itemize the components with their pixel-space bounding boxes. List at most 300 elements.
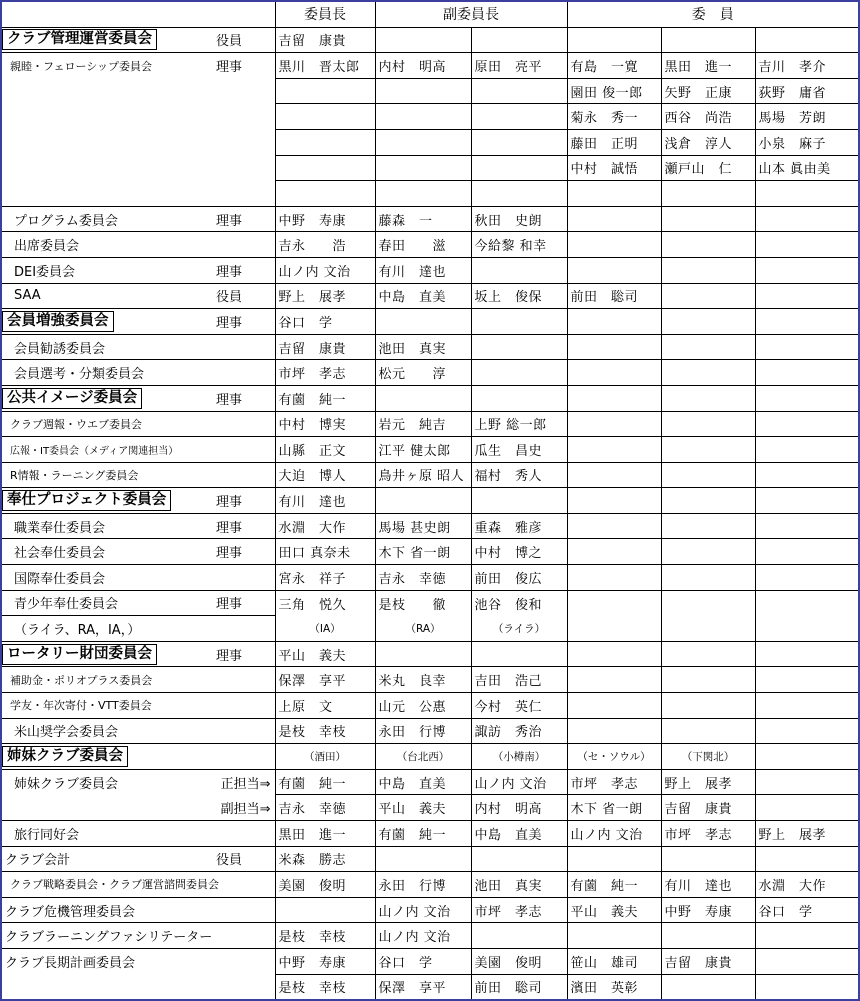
committee-name: SAA — [2, 283, 192, 309]
member-name: 平山 義夫 — [567, 897, 661, 923]
member-name: 水淵 大作 — [275, 513, 375, 539]
member-name: 池田 真実 — [375, 334, 471, 360]
committee-name — [2, 744, 192, 770]
committee-row — [2, 769, 858, 795]
member-name: （ライラ） — [471, 616, 567, 642]
member-name: 山ノ内 文治 — [375, 923, 471, 949]
member-name: 是枝 幸枝 — [275, 718, 375, 744]
member-name: 藤森 一 — [375, 206, 471, 232]
committee-name: （ライラ、RA，IA，） — [2, 616, 192, 642]
committee-name: クラブ危機管理委員会 — [2, 897, 192, 923]
member-name — [661, 309, 755, 335]
member-name — [375, 78, 471, 104]
member-name: 池田 真実 — [471, 872, 567, 898]
committee-row — [2, 667, 858, 693]
member-name — [661, 488, 755, 514]
member-name: 市坪 孝志 — [275, 360, 375, 386]
member-name: 山本 眞由美 — [755, 155, 858, 181]
member-name — [661, 667, 755, 693]
committee-role — [192, 232, 275, 258]
committee-row — [2, 53, 858, 79]
committee-role — [192, 821, 275, 847]
member-name: 平山 義夫 — [275, 641, 375, 667]
member-name: 吉留 康貴 — [661, 795, 755, 821]
committee-role: 役員 — [192, 27, 275, 53]
committee-name: 広報・IT委員会（メディア関連担当） — [2, 437, 192, 463]
member-name — [661, 974, 755, 999]
member-name — [471, 641, 567, 667]
committee-row — [2, 232, 858, 258]
member-name: 有薗 純一 — [375, 821, 471, 847]
committee-row — [2, 590, 858, 616]
member-name — [471, 155, 567, 181]
member-name: 木下 省一朗 — [567, 795, 661, 821]
member-name — [567, 437, 661, 463]
member-name: 濱田 英彰 — [567, 974, 661, 999]
member-name: 吉川 孝介 — [755, 53, 858, 79]
member-name: 今給黎 和幸 — [471, 232, 567, 258]
member-name: 前田 俊広 — [471, 565, 567, 591]
committee-name: 会員勧誘委員会 — [2, 334, 192, 360]
member-name: 中野 寿康 — [275, 948, 375, 974]
member-name — [661, 616, 755, 642]
member-name: 宮永 祥子 — [275, 565, 375, 591]
committee-role — [192, 334, 275, 360]
member-name: 谷口 学 — [375, 948, 471, 974]
member-name: 有川 達也 — [275, 488, 375, 514]
member-name — [755, 744, 858, 770]
committee-role — [192, 744, 275, 770]
member-name — [567, 257, 661, 283]
member-name — [275, 897, 375, 923]
member-name — [471, 309, 567, 335]
member-name: 岩元 純吉 — [375, 411, 471, 437]
committee-role — [192, 360, 275, 386]
committee-row — [2, 462, 858, 488]
member-name: 坂上 俊保 — [471, 283, 567, 309]
member-name — [755, 181, 858, 207]
member-name — [567, 181, 661, 207]
committee-row — [2, 744, 858, 770]
committee-row — [2, 718, 858, 744]
member-name — [275, 181, 375, 207]
member-name — [567, 616, 661, 642]
member-name — [661, 257, 755, 283]
committee-role — [192, 948, 275, 974]
member-name: 諏訪 秀治 — [471, 718, 567, 744]
member-name: 市坪 孝志 — [661, 821, 755, 847]
member-name — [375, 641, 471, 667]
member-name — [661, 360, 755, 386]
member-name: 前田 聡司 — [471, 974, 567, 999]
member-name — [755, 616, 858, 642]
committee-role: 理事 — [192, 488, 275, 514]
committee-row — [2, 513, 858, 539]
member-name: 藤田 正明 — [567, 129, 661, 155]
committee-row — [2, 539, 858, 565]
committee-name: 会員選考・分類委員会 — [2, 360, 192, 386]
member-name: 是枝 幸枝 — [275, 974, 375, 999]
member-name — [567, 590, 661, 616]
member-name: 松元 淳 — [375, 360, 471, 386]
member-name — [755, 718, 858, 744]
member-name: 上野 総一郎 — [471, 411, 567, 437]
member-name — [567, 385, 661, 411]
member-name: 福村 秀人 — [471, 462, 567, 488]
committee-row — [2, 923, 858, 949]
member-name — [471, 181, 567, 207]
member-name — [567, 27, 661, 53]
member-name: 吉留 康貴 — [661, 948, 755, 974]
committee-role — [192, 667, 275, 693]
member-name — [567, 206, 661, 232]
member-name — [661, 565, 755, 591]
committee-row — [2, 309, 858, 335]
member-name: 西谷 尚浩 — [661, 104, 755, 130]
committee-role: 副担当⇒ — [220, 801, 271, 817]
member-name — [375, 104, 471, 130]
member-name — [275, 129, 375, 155]
member-name — [755, 411, 858, 437]
member-name: （台北西） — [375, 744, 471, 770]
member-name — [661, 923, 755, 949]
member-name — [375, 846, 471, 872]
member-name — [567, 565, 661, 591]
member-name: 木下 省一朗 — [375, 539, 471, 565]
committee-name: クラブラーニングファシリテーター — [2, 923, 192, 949]
member-name: 山縣 正文 — [275, 437, 375, 463]
committee-name: 国際奉仕委員会 — [2, 565, 192, 591]
header-members: 委 員 — [567, 2, 858, 27]
member-name: （RA） — [375, 616, 471, 642]
member-name: 前田 聡司 — [567, 283, 661, 309]
committee-role — [192, 411, 275, 437]
member-name: 吉留 康貴 — [275, 334, 375, 360]
member-name — [567, 923, 661, 949]
committee-name: 出席委員会 — [2, 232, 192, 258]
committee-row — [2, 897, 858, 923]
member-name: 美園 俊明 — [471, 948, 567, 974]
member-name: 中島 直美 — [375, 283, 471, 309]
member-name: 吉留 康貴 — [275, 27, 375, 53]
member-name — [567, 411, 661, 437]
member-name — [567, 462, 661, 488]
member-name — [755, 948, 858, 974]
committee-name: 学友・年次寄付・VTT委員会 — [2, 693, 192, 719]
member-name — [375, 181, 471, 207]
member-name: （酒田） — [275, 744, 375, 770]
committee-role — [192, 78, 275, 104]
member-name — [567, 641, 661, 667]
member-name: 野上 展孝 — [661, 769, 755, 795]
committee-name — [2, 104, 192, 130]
member-name: 吉永 浩 — [275, 232, 375, 258]
member-name: 黒田 進一 — [661, 53, 755, 79]
member-name: 三角 悦久 — [275, 590, 375, 616]
section-title: 会員増強委員会 — [2, 311, 114, 332]
member-name — [471, 27, 567, 53]
member-name — [755, 334, 858, 360]
member-name: 有薗 純一 — [567, 872, 661, 898]
header-blank-role — [192, 2, 275, 27]
member-name — [661, 27, 755, 53]
member-name — [567, 718, 661, 744]
member-name — [755, 27, 858, 53]
member-name — [661, 283, 755, 309]
member-name: 中野 寿康 — [661, 897, 755, 923]
committee-row — [2, 872, 858, 898]
member-name — [661, 334, 755, 360]
committee-role: 理事 — [192, 513, 275, 539]
member-name: （下関北） — [661, 744, 755, 770]
member-name — [471, 257, 567, 283]
member-name — [755, 232, 858, 258]
member-name — [567, 232, 661, 258]
member-name: 原田 亮平 — [471, 53, 567, 79]
header-chair: 委員長 — [275, 2, 375, 27]
member-name: 春田 滋 — [375, 232, 471, 258]
member-name — [755, 206, 858, 232]
committee-role — [192, 437, 275, 463]
member-name: 笹山 雄司 — [567, 948, 661, 974]
member-name — [661, 539, 755, 565]
committee-role — [192, 718, 275, 744]
member-name — [567, 539, 661, 565]
member-name: 瓜生 昌史 — [471, 437, 567, 463]
member-name — [755, 360, 858, 386]
member-name — [755, 513, 858, 539]
committee-name — [2, 27, 192, 53]
member-name — [661, 513, 755, 539]
member-name — [755, 974, 858, 999]
committee-role: 理事 — [192, 539, 275, 565]
member-name: 瀬戸山 仁 — [661, 155, 755, 181]
member-name — [755, 795, 858, 821]
member-name: 田口 真奈未 — [275, 539, 375, 565]
member-name: 有薗 純一 — [275, 385, 375, 411]
committee-name: 職業奉仕委員会 — [2, 513, 192, 539]
member-name: 有川 達也 — [375, 257, 471, 283]
member-name: 池谷 俊和 — [471, 590, 567, 616]
member-name — [375, 309, 471, 335]
member-name — [567, 488, 661, 514]
member-name — [471, 488, 567, 514]
member-name — [755, 769, 858, 795]
member-name — [755, 590, 858, 616]
member-name — [661, 206, 755, 232]
committee-name: 青少年奉仕委員会 — [2, 590, 192, 616]
member-name — [755, 693, 858, 719]
member-name — [471, 923, 567, 949]
committee-name — [2, 974, 192, 999]
member-name: 市坪 孝志 — [567, 769, 661, 795]
member-name: 山ノ内 文治 — [275, 257, 375, 283]
committee-role: 理事 — [192, 309, 275, 335]
committee-row — [2, 385, 858, 411]
committee-row — [2, 974, 858, 999]
member-name: 水淵 大作 — [755, 872, 858, 898]
member-name: 浅倉 淳人 — [661, 129, 755, 155]
member-name: 馬場 甚史朗 — [375, 513, 471, 539]
member-name — [661, 181, 755, 207]
member-name: 内村 明高 — [375, 53, 471, 79]
committee-name: DEI委員会 — [2, 257, 192, 283]
committee-role: 理事 — [192, 641, 275, 667]
member-name: 中村 博実 — [275, 411, 375, 437]
committee-name: クラブ長期計画委員会 — [2, 948, 192, 974]
member-name — [471, 846, 567, 872]
member-name: 中島 直美 — [375, 769, 471, 795]
committee-name: プログラム委員会 — [2, 206, 192, 232]
member-name: 永田 行博 — [375, 872, 471, 898]
member-name — [661, 590, 755, 616]
committee-role: 役員 — [192, 283, 275, 309]
member-name: 是枝 徹 — [375, 590, 471, 616]
member-name — [661, 462, 755, 488]
committee-row — [2, 155, 858, 181]
member-name: 有薗 純一 — [275, 769, 375, 795]
committee-name — [2, 181, 192, 207]
committee-role: 理事 — [192, 385, 275, 411]
committee-name: 姉妹クラブ委員会 — [2, 769, 192, 795]
committee-name — [2, 641, 192, 667]
member-name — [755, 565, 858, 591]
member-name: 山ノ内 文治 — [567, 821, 661, 847]
member-name — [661, 718, 755, 744]
member-name — [755, 641, 858, 667]
committee-row — [2, 283, 858, 309]
committee-name: 補助金・ポリオプラス委員会 — [2, 667, 192, 693]
committee-role — [192, 974, 275, 999]
member-name — [755, 309, 858, 335]
header-blank — [2, 2, 192, 27]
committee-name — [2, 78, 192, 104]
member-name — [567, 667, 661, 693]
member-name: 山元 公惠 — [375, 693, 471, 719]
member-name — [755, 667, 858, 693]
member-name: 永田 行博 — [375, 718, 471, 744]
member-name: 中村 誠悟 — [567, 155, 661, 181]
committee-name — [2, 155, 192, 181]
member-name — [275, 104, 375, 130]
member-name: 吉永 幸徳 — [275, 795, 375, 821]
committee-row — [2, 181, 858, 207]
committee-row — [2, 206, 858, 232]
committee-name: 旅行同好会 — [2, 821, 192, 847]
member-name: 荻野 庸省 — [755, 78, 858, 104]
committee-name: クラブ会計 — [2, 846, 192, 872]
section-title: 姉妹クラブ委員会 — [2, 746, 128, 767]
member-name — [567, 693, 661, 719]
member-name: 今村 英仁 — [471, 693, 567, 719]
committee-name — [2, 309, 192, 335]
member-name: 中村 博之 — [471, 539, 567, 565]
committee-role — [192, 462, 275, 488]
committee-name — [2, 795, 192, 821]
member-name: 山ノ内 文治 — [375, 897, 471, 923]
committee-row — [2, 641, 858, 667]
committee-role: 理事 — [192, 206, 275, 232]
committee-role — [192, 616, 275, 642]
committee-name — [2, 488, 192, 514]
member-name — [567, 513, 661, 539]
committee-row — [2, 565, 858, 591]
member-name: 谷口 学 — [755, 897, 858, 923]
member-name — [471, 334, 567, 360]
member-name: 野上 展孝 — [275, 283, 375, 309]
member-name — [755, 385, 858, 411]
member-name: 吉永 幸徳 — [375, 565, 471, 591]
member-name — [661, 232, 755, 258]
member-name — [567, 309, 661, 335]
committee-name — [2, 385, 192, 411]
member-name — [661, 641, 755, 667]
committee-row — [2, 78, 858, 104]
committee-role: 役員 — [192, 846, 275, 872]
member-name: 野上 展孝 — [755, 821, 858, 847]
member-name — [471, 385, 567, 411]
committee-row — [2, 616, 858, 642]
header-row — [2, 2, 858, 27]
member-name: 園田 俊一郎 — [567, 78, 661, 104]
member-name — [375, 155, 471, 181]
member-name: 市坪 孝志 — [471, 897, 567, 923]
committee-row — [2, 27, 858, 53]
committee-name — [2, 129, 192, 155]
member-name — [661, 385, 755, 411]
member-name: 谷口 学 — [275, 309, 375, 335]
member-name: （小樽南） — [471, 744, 567, 770]
committee-role — [192, 155, 275, 181]
member-name: （IA） — [275, 616, 375, 642]
committee-row — [2, 821, 858, 847]
member-name: 大迫 博人 — [275, 462, 375, 488]
committee-row — [2, 488, 858, 514]
member-name: 上原 文 — [275, 693, 375, 719]
committee-row — [2, 129, 858, 155]
member-name — [471, 360, 567, 386]
member-name — [471, 104, 567, 130]
member-name: 米丸 良幸 — [375, 667, 471, 693]
member-name — [755, 462, 858, 488]
member-name: 鳥井ヶ原 昭人 — [375, 462, 471, 488]
member-name — [755, 488, 858, 514]
committee-name: 米山奨学会委員会 — [2, 718, 192, 744]
committee-name: 社会奉仕委員会 — [2, 539, 192, 565]
member-name — [567, 334, 661, 360]
committee-row — [2, 104, 858, 130]
committee-role — [192, 693, 275, 719]
member-name — [471, 129, 567, 155]
committee-row — [2, 411, 858, 437]
committee-row — [2, 257, 858, 283]
header-vice: 副委員長 — [375, 2, 567, 27]
member-name — [661, 437, 755, 463]
committee-role — [192, 104, 275, 130]
committee-row — [2, 360, 858, 386]
committee-name: クラブ週報・ウエブ委員会 — [2, 411, 192, 437]
member-name — [275, 78, 375, 104]
member-name — [375, 129, 471, 155]
committee-row — [2, 948, 858, 974]
committee-row — [2, 846, 858, 872]
committee-role — [192, 897, 275, 923]
committee-name: R情報・ラーニング委員会 — [2, 462, 192, 488]
section-title: クラブ管理運営委員会 — [2, 29, 157, 50]
member-name — [375, 488, 471, 514]
member-name — [661, 693, 755, 719]
member-name: 是枝 幸枝 — [275, 923, 375, 949]
